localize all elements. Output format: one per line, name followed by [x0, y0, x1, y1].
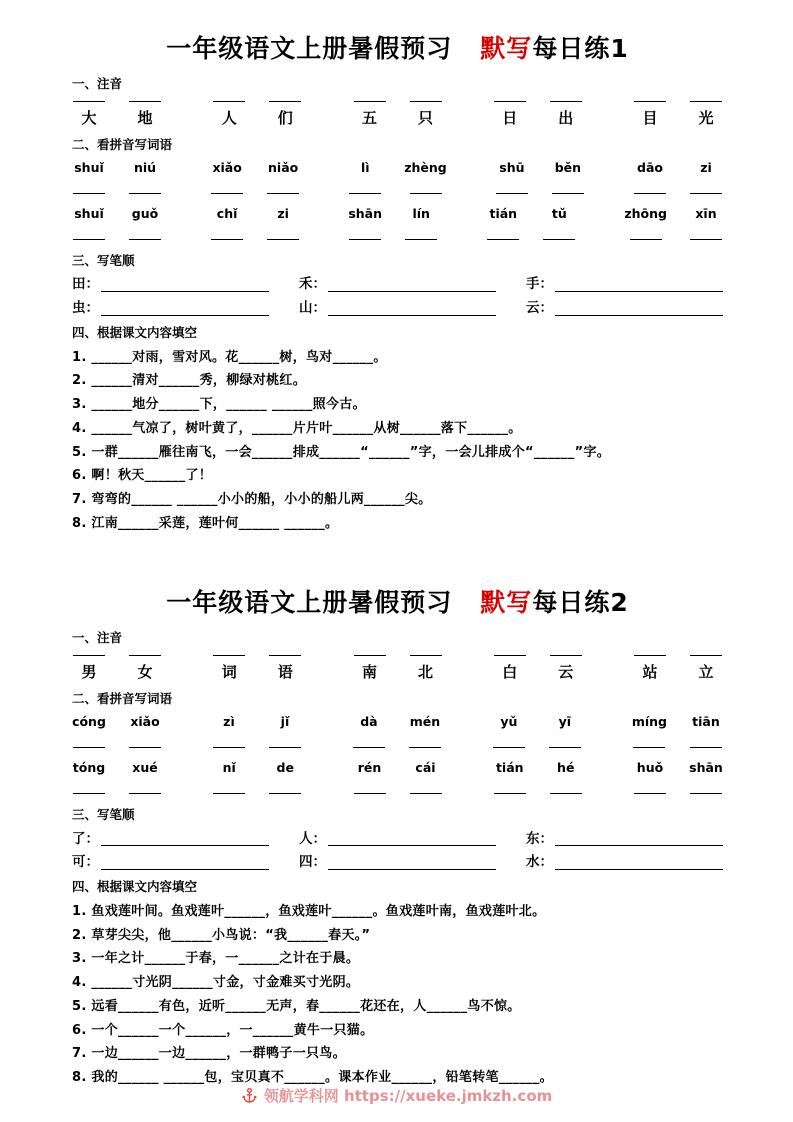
stroke-order-line — [101, 315, 269, 316]
pinyin-syllable: shān — [689, 760, 723, 776]
writing-line — [690, 747, 722, 748]
fill-blank-list — [72, 904, 723, 1087]
writing-line — [410, 101, 442, 102]
pinyin-syllable: zì — [223, 714, 235, 730]
stroke-char: 山： — [299, 300, 326, 317]
stroke-order-line — [101, 845, 269, 846]
pinyin-syllable: guǒ — [131, 206, 159, 221]
writing-line — [410, 193, 442, 194]
practice-section-1 — [72, 34, 723, 532]
stroke-char: 云： — [526, 300, 553, 317]
writing-line — [494, 101, 526, 102]
stroke-order-line — [555, 845, 723, 846]
fill-blank-item: 5. 一群______雁往南飞，一会______排成______“______”字，一会儿排成个“______”字。 — [72, 444, 611, 460]
stroke-order-row — [72, 301, 723, 316]
pinyin-syllable: rén — [357, 760, 382, 776]
pinyin-word — [495, 161, 585, 194]
pinyin-word — [492, 715, 582, 748]
pinyin-syllable: lín — [412, 206, 430, 221]
pinyin-grid-row1 — [72, 715, 723, 748]
writing-line — [267, 193, 299, 194]
pinyin-word — [353, 761, 443, 794]
stroke-order-row — [72, 832, 723, 847]
writing-line — [269, 101, 301, 102]
writing-line — [269, 655, 301, 656]
pinyin-word — [632, 715, 723, 748]
writing-line — [73, 655, 105, 656]
stroke-order-item — [299, 832, 496, 847]
writing-line — [269, 747, 301, 748]
stroke-order-line — [328, 845, 496, 846]
pinyin-syllable: cóng — [72, 714, 106, 730]
pinyin-syllable: shū — [499, 160, 525, 176]
writing-line — [690, 655, 722, 656]
pinyin-word — [210, 161, 300, 194]
writing-line — [630, 239, 662, 240]
hanzi-char: 地 — [137, 108, 153, 127]
pinyin-grid-row2 — [72, 207, 723, 240]
pinyin-word — [493, 761, 583, 794]
hanzi-char: 立 — [698, 662, 714, 681]
pinyin-syllable: zhōng — [624, 206, 667, 221]
title-red-word: 默写 — [480, 34, 533, 63]
writing-line — [129, 239, 161, 240]
pinyin-syllable: shuǐ — [74, 160, 104, 176]
writing-line — [552, 193, 584, 194]
writing-line — [129, 193, 161, 194]
pinyin-syllable: lì — [360, 160, 370, 176]
hanzi-char: 日 — [502, 108, 518, 127]
stroke-order-line — [555, 315, 723, 316]
title-pre: 一年级语文上册暑假预习 — [166, 34, 453, 63]
title-pre: 一年级语文上册暑假预习 — [166, 588, 453, 618]
page-title-2 — [72, 588, 723, 618]
hanzi-char: 云 — [558, 662, 574, 681]
writing-line — [349, 239, 381, 240]
section-heading-zhuyin: 一、注音 — [72, 630, 123, 646]
pinyin-syllable: dà — [360, 714, 378, 730]
fill-blank-item: 6. 啊！秋天______了！ — [72, 468, 213, 484]
writing-line — [690, 193, 722, 194]
stroke-char: 禾： — [299, 276, 326, 293]
pinyin-grid-row1 — [72, 161, 723, 194]
writing-line — [493, 747, 525, 748]
fill-blank-item: 4. ______寸光阴______寸金，寸金难买寸光阴。 — [72, 975, 360, 991]
pinyin-syllable: yǔ — [500, 714, 518, 730]
fill-blank-item: 7. 一边______一边______，一群鸭子一只鸟。 — [72, 1046, 346, 1062]
pinyin-syllable: de — [276, 760, 294, 776]
section-heading-tiankong: 四、根据课文内容填空 — [72, 879, 198, 895]
writing-line — [73, 101, 105, 102]
title-red-word: 默写 — [480, 588, 533, 618]
pinyin-word — [72, 207, 162, 240]
fill-blank-item: 3. ______地分______下，______ ______照今古。 — [72, 397, 366, 413]
writing-line — [129, 655, 161, 656]
writing-line — [487, 239, 519, 240]
stroke-order-item — [526, 277, 723, 292]
pinyin-syllable: jǐ — [280, 714, 290, 730]
title-post: 每日练1 — [532, 34, 629, 63]
pinyin-syllable: tǔ — [551, 206, 567, 221]
pinyin-syllable: shuǐ — [74, 206, 104, 221]
stroke-order-line — [328, 869, 496, 870]
watermark — [0, 1085, 793, 1106]
hanzi-char: 站 — [642, 662, 658, 681]
stroke-order-item — [72, 855, 269, 870]
writing-line — [213, 793, 245, 794]
fill-blank-item: 5. 远看______有色，近听______无声，春______花还在，人______鸟不惊。 — [72, 998, 521, 1014]
pinyin-syllable: chǐ — [216, 206, 238, 221]
pinyin-syllable: cái — [415, 760, 436, 776]
stroke-char: 四： — [299, 854, 326, 871]
pinyin-syllable: xiǎo — [130, 714, 160, 730]
zhuyin-pair — [212, 101, 302, 127]
zhuyin-pair — [353, 101, 443, 127]
stroke-order-item — [299, 277, 496, 292]
zhuyin-pair — [72, 101, 162, 127]
writing-line — [129, 747, 161, 748]
writing-line — [267, 239, 299, 240]
stroke-order-row — [72, 855, 723, 870]
page-title-1 — [72, 34, 723, 64]
fill-blank-item: 2. ______清对______秀，柳绿对桃红。 — [72, 373, 307, 389]
stroke-order-row — [72, 277, 723, 292]
pinyin-syllable: shān — [348, 206, 383, 221]
writing-line — [633, 747, 665, 748]
zhuyin-pair — [493, 655, 583, 681]
hanzi-char: 们 — [277, 108, 293, 127]
section-heading-zhuyin: 一、注音 — [72, 76, 123, 91]
title-post: 每日练2 — [532, 588, 629, 618]
pinyin-syllable: zi — [277, 206, 289, 221]
zhuyin-pair — [353, 655, 443, 681]
writing-line — [213, 101, 245, 102]
stroke-order-item — [299, 301, 496, 316]
stroke-order-line — [555, 291, 723, 292]
hanzi-char: 白 — [502, 662, 518, 681]
hanzi-char: 女 — [137, 662, 153, 681]
writing-line — [73, 793, 105, 794]
stroke-order-item — [72, 277, 269, 292]
writing-line — [73, 193, 105, 194]
pinyin-word — [486, 207, 576, 240]
writing-line — [410, 793, 442, 794]
pinyin-syllable: huǒ — [636, 760, 664, 776]
stroke-char: 东： — [526, 830, 553, 847]
pinyin-syllable: yī — [558, 714, 572, 730]
pinyin-syllable: niú — [133, 160, 157, 176]
pinyin-syllable: mén — [409, 714, 441, 730]
section-heading-bishun: 三、写笔顺 — [72, 252, 135, 268]
pinyin-syllable: xué — [132, 760, 158, 776]
fill-blank-item: 6. 一个______一个______，一______黄牛一只猫。 — [72, 1022, 374, 1038]
zhuyin-pair — [212, 655, 302, 681]
writing-line — [354, 793, 386, 794]
pinyin-word — [212, 715, 302, 748]
writing-line — [496, 193, 528, 194]
hanzi-char: 男 — [81, 662, 97, 681]
writing-line — [690, 239, 722, 240]
fill-blank-item: 1. ______对雨，雪对风。花______树，鸟对______。 — [72, 349, 387, 365]
stroke-char: 了： — [72, 830, 99, 847]
pinyin-syllable: hé — [557, 760, 575, 776]
writing-line — [634, 101, 666, 102]
zhuyin-grid — [72, 101, 723, 127]
writing-line — [634, 193, 666, 194]
pinyin-word — [633, 761, 723, 794]
zhuyin-grid — [72, 655, 723, 681]
zhuyin-pair — [72, 655, 162, 681]
hanzi-char: 南 — [361, 662, 377, 681]
fill-blank-item: 2. 草芽尖尖，他______小鸟说：“我______春天。” — [72, 927, 371, 943]
writing-line — [550, 655, 582, 656]
section-heading-pinyin: 二、看拼音写词语 — [72, 690, 173, 706]
hanzi-char: 大 — [81, 108, 97, 127]
writing-line — [550, 793, 582, 794]
pinyin-grid-row2 — [72, 761, 723, 794]
stroke-char: 可： — [72, 854, 99, 871]
pinyin-syllable: tiān — [692, 714, 720, 730]
pinyin-syllable: tóng — [72, 760, 106, 776]
pinyin-word — [72, 715, 162, 748]
writing-line — [129, 101, 161, 102]
fill-blank-item: 8. 江南______采莲，莲叶何______ ______。 — [72, 515, 339, 531]
pinyin-syllable: xīn — [695, 206, 717, 221]
section-heading-tiankong: 四、根据课文内容填空 — [72, 325, 198, 341]
stroke-order-item — [72, 301, 269, 316]
pinyin-word — [352, 715, 442, 748]
hanzi-char: 出 — [558, 108, 574, 127]
writing-line — [269, 793, 301, 794]
hanzi-char: 只 — [417, 108, 433, 127]
zhuyin-pair — [493, 101, 583, 127]
hanzi-char: 目 — [642, 108, 658, 127]
writing-line — [353, 747, 385, 748]
writing-line — [73, 747, 105, 748]
pinyin-word — [348, 207, 438, 240]
stroke-char: 手： — [526, 276, 553, 293]
fill-blank-item: 4. ______气凉了，树叶黄了，______片片叶______从树______落下______。 — [72, 420, 522, 436]
writing-line — [409, 747, 441, 748]
section-heading-bishun: 三、写笔顺 — [72, 806, 135, 822]
stroke-char: 田： — [72, 276, 99, 293]
stroke-order-item — [299, 855, 496, 870]
anchor-icon — [241, 1087, 258, 1104]
writing-line — [213, 747, 245, 748]
fill-blank-item: 3. 一年之计______于春，一______之计在于晨。 — [72, 951, 360, 967]
hanzi-char: 人 — [221, 108, 237, 127]
pinyin-word — [633, 161, 723, 194]
stroke-char: 水： — [526, 854, 553, 871]
pinyin-syllable: niǎo — [268, 160, 299, 176]
writing-line — [349, 193, 381, 194]
pinyin-word — [348, 161, 447, 194]
stroke-order-item — [526, 301, 723, 316]
stroke-char: 虫： — [72, 300, 99, 317]
stroke-order-line — [101, 869, 269, 870]
writing-line — [550, 101, 582, 102]
stroke-order-line — [101, 291, 269, 292]
fill-blank-list — [72, 350, 723, 533]
stroke-order-line — [555, 869, 723, 870]
fill-blank-item: 7. 弯弯的______ ______小小的船，小小的船儿两______尖。 — [72, 492, 432, 508]
pinyin-syllable: zhèng — [404, 160, 447, 176]
writing-line — [634, 793, 666, 794]
watermark-text: 领航学科网 https://xueke.jmkzh.com — [263, 1087, 553, 1105]
pinyin-syllable: tián — [495, 760, 524, 776]
pinyin-word — [72, 761, 162, 794]
pinyin-word — [212, 761, 302, 794]
writing-line — [543, 239, 575, 240]
stroke-order-line — [328, 315, 496, 316]
writing-line — [129, 793, 161, 794]
writing-line — [494, 793, 526, 794]
stroke-char: 人： — [299, 830, 326, 847]
writing-line — [354, 655, 386, 656]
hanzi-char: 五 — [361, 108, 377, 127]
writing-line — [690, 101, 722, 102]
writing-line — [549, 747, 581, 748]
pinyin-syllable: zi — [700, 160, 712, 176]
pinyin-word — [210, 207, 300, 240]
section-heading-pinyin: 二、看拼音写词语 — [72, 136, 173, 152]
practice-section-2 — [72, 588, 723, 1086]
zhuyin-pair — [633, 655, 723, 681]
writing-line — [410, 655, 442, 656]
pinyin-syllable: dāo — [637, 160, 663, 176]
pinyin-syllable: běn — [554, 160, 582, 176]
writing-line — [634, 655, 666, 656]
writing-line — [211, 239, 243, 240]
writing-line — [354, 101, 386, 102]
zhuyin-pair — [633, 101, 723, 127]
writing-line — [213, 655, 245, 656]
hanzi-char: 光 — [698, 108, 714, 127]
stroke-order-item — [72, 832, 269, 847]
writing-line — [494, 655, 526, 656]
writing-line — [690, 793, 722, 794]
pinyin-syllable: míng — [631, 714, 667, 730]
hanzi-char: 词 — [221, 662, 237, 681]
stroke-order-item — [526, 855, 723, 870]
pinyin-syllable: nǐ — [222, 760, 236, 776]
stroke-order-item — [526, 832, 723, 847]
hanzi-char: 北 — [417, 662, 433, 681]
fill-blank-item: 8. 我的______ ______包，宝贝真不______。课本作业______，铅笔转笔______。 — [72, 1070, 553, 1086]
writing-line — [73, 239, 105, 240]
pinyin-word — [624, 207, 723, 240]
writing-line — [405, 239, 437, 240]
pinyin-word — [72, 161, 162, 194]
writing-line — [211, 193, 243, 194]
stroke-order-line — [328, 291, 496, 292]
fill-blank-item: 1. 鱼戏莲叶间。鱼戏莲叶______，鱼戏莲叶______。鱼戏莲叶南，鱼戏莲叶北。 — [72, 903, 546, 919]
hanzi-char: 语 — [277, 662, 293, 681]
pinyin-syllable: xiǎo — [212, 160, 242, 176]
pinyin-syllable: tián — [489, 206, 518, 221]
